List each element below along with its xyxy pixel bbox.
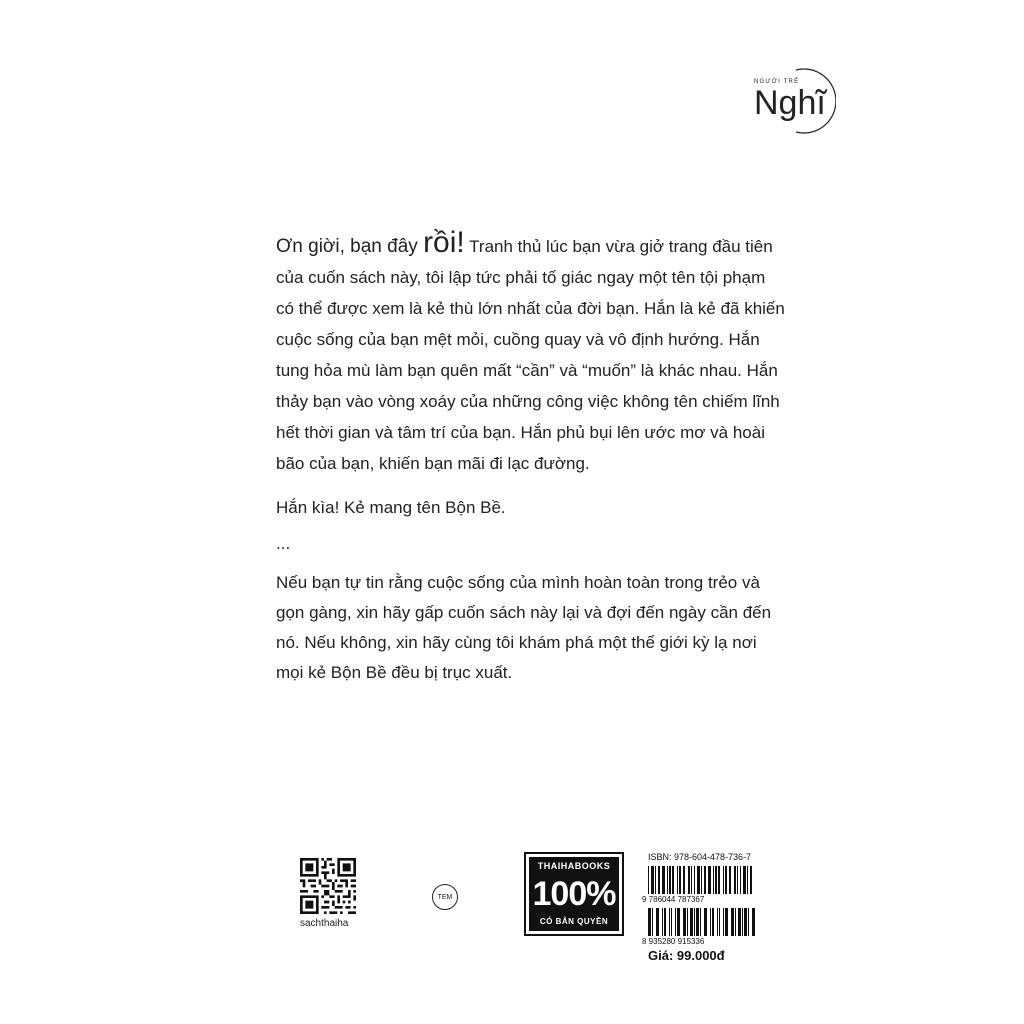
barcode-bar (704, 908, 707, 936)
price-barcode (640, 906, 760, 946)
blurb-paragraph-1 (276, 228, 786, 479)
barcode-bar (701, 866, 702, 894)
barcode-bar (687, 908, 688, 936)
barcode-bar (725, 908, 728, 936)
barcode-bar (723, 866, 724, 894)
barcode-bar (672, 866, 674, 894)
barcode-bar (683, 866, 685, 894)
publisher-logo (744, 66, 836, 136)
barcode-bar (729, 866, 731, 894)
badge-top-text: THAIHABOOKS (537, 861, 611, 871)
barcode-bar (696, 908, 699, 936)
blurb-ellipsis: ... (276, 534, 291, 553)
barcode-bar (743, 866, 746, 894)
blurb-lead-phrase: Ơn giời, bạn đây (276, 236, 424, 257)
barcode-bar (675, 908, 676, 936)
badge-number: 100% (532, 875, 616, 913)
logo-big-text: Nghĩ (754, 84, 826, 122)
barcode-bar (735, 908, 736, 936)
price-label: Giá: 99.000đ (648, 948, 725, 963)
badge-background (529, 857, 619, 931)
isbn-barcode-digits: 9 786044 787367 (642, 895, 705, 904)
blurb-paragraph-1-rest: Tranh thủ lúc bạn vừa giở trang đầu tiên của cuốn sách này, tôi lập tức phải tố giác ngay một tên tội phạm có thể được xem là kẻ thù lớn nhất của đời bạn. Hắn là kẻ đã khiến cuộc sống của bạn mệt mỏi, cuồng quay và vô định hướng. Hắn tung hỏa mù làm bạn quên mất “cần” và “muốn” là khác nhau. Hắn thảy bạn vào vòng xoáy của những công việc không tên chiếm lĩnh hết thời gian và tâm trí của bạn. Hắn phủ bụi lên ước mơ và hoài bão của bạn, khiến bạn mãi đi lạc đường. (276, 237, 785, 473)
barcode-bar (742, 908, 743, 936)
qr-caption: sachthaiha (300, 918, 349, 929)
qr-block (300, 858, 360, 929)
barcode-bar (683, 908, 686, 936)
logo-small-text: NGƯỜI TRẺ (754, 79, 800, 85)
barcode-bar (694, 908, 695, 936)
barcode-bar (694, 866, 695, 894)
barcode-bar (752, 908, 755, 936)
barcode-bar (712, 908, 714, 936)
barcode-bar (679, 866, 681, 894)
barcode-bar (662, 908, 663, 936)
badge-bottom-text: CÓ BẢN QUYỀN (539, 917, 609, 926)
barcode-bar (688, 866, 690, 894)
copyright-badge (524, 852, 624, 936)
barcode-bar (651, 866, 654, 894)
barcode-bar (648, 908, 651, 936)
barcode-bar (725, 866, 727, 894)
barcode-bar (748, 908, 749, 936)
blurb-text (276, 228, 786, 688)
blurb-paragraph-2: Hắn kìa! Kẻ mang tên Bộn Bề. (276, 498, 506, 517)
barcode-bar (652, 908, 653, 936)
barcode-bar (744, 908, 747, 936)
barcode-bar (677, 908, 680, 936)
barcode-bar (667, 866, 668, 894)
barcode-bar (737, 866, 738, 894)
barcode-bar (669, 908, 670, 936)
barcode-bar (740, 866, 741, 894)
blurb-lead-emphasis: rồi! (423, 226, 465, 259)
barcode-bar (697, 866, 700, 894)
barcode-bar (731, 908, 734, 936)
barcode-bar (713, 866, 714, 894)
isbn-label: ISBN: 978-604-478-736-7 (648, 852, 752, 862)
barcode-bar (715, 866, 717, 894)
barcode-bar (708, 866, 711, 894)
price-barcode-digits: 8 935280 915336 (642, 937, 705, 946)
barcode-bar (750, 866, 752, 894)
barcode-bar (648, 866, 649, 894)
barcode-bar (677, 866, 678, 894)
barcode-bar (718, 866, 720, 894)
barcode-bar (723, 908, 724, 936)
barcode-bar (710, 908, 711, 936)
qr-code-icon (300, 858, 356, 914)
blurb-paragraph-3: Nếu bạn tự tin rằng cuộc sống của mình hoàn toàn trong trẻo và gọn gàng, xin hãy gấp cuốn sách này lại và đợi đến ngày cần đến nó. Nếu không, xin hãy cùng tôi khám phá một thế giới kỳ lạ nơi mọi kẻ Bộn Bề đều bị trục xuất. (276, 573, 772, 682)
barcode-bar (700, 908, 701, 936)
isbn-block (640, 852, 760, 963)
barcode-bar (669, 866, 671, 894)
barcode-bar (662, 866, 665, 894)
barcode-bar (658, 866, 660, 894)
barcode-bar (655, 866, 656, 894)
barcode-bar (738, 908, 741, 936)
barcode-bar (734, 866, 736, 894)
barcode-bar (664, 908, 666, 936)
barcode-bar (719, 908, 720, 936)
barcode-bar (691, 866, 692, 894)
barcode-bar (704, 866, 706, 894)
barcode-bar (671, 908, 672, 936)
isbn-barcode (640, 864, 760, 904)
barcode-bar (717, 908, 718, 936)
barcode-bar (656, 908, 659, 936)
barcode-bar (690, 908, 693, 936)
barcode-bar (747, 866, 748, 894)
tem-stamp: TEM (432, 884, 458, 910)
